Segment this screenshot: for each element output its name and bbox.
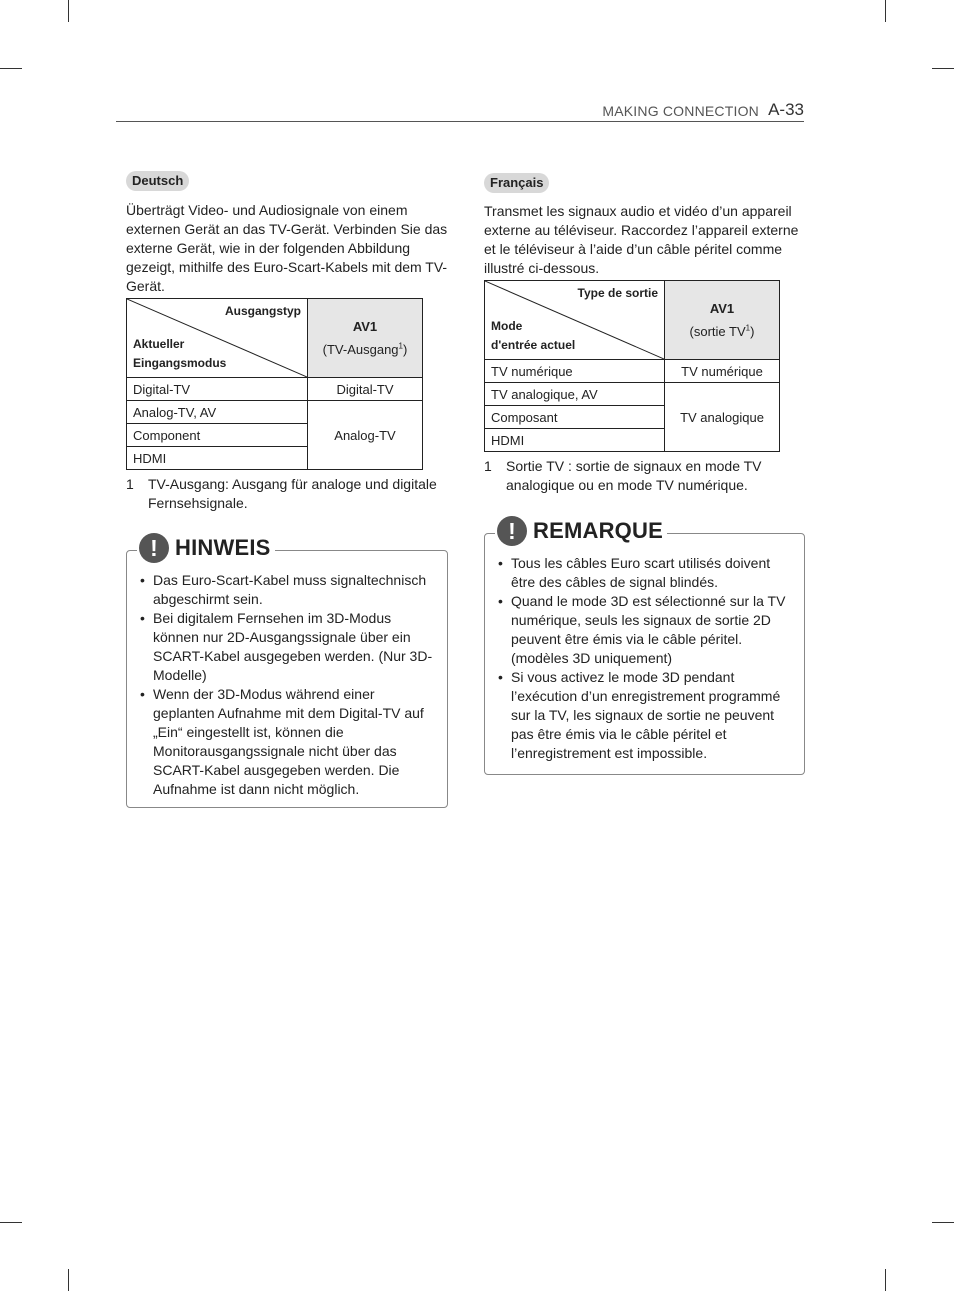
connection-table-de bbox=[126, 298, 423, 470]
crop-mark bbox=[885, 1269, 886, 1291]
page-number: A-33 bbox=[768, 100, 804, 119]
footnote-text: Sortie TV : sortie de signaux en mode TV analogique ou en mode TV numérique. bbox=[506, 458, 762, 493]
note-list bbox=[498, 554, 794, 763]
output-cell: TV numérique bbox=[665, 360, 780, 383]
footnote-text: TV-Ausgang: Ausgang für analoge und digitale Fernsehsignale. bbox=[148, 476, 437, 511]
crop-mark bbox=[68, 0, 69, 22]
footnote-number: 1 bbox=[126, 476, 134, 492]
av1-sub: (TV-Ausgang$^1$) bbox=[322, 341, 408, 357]
intro-paragraph-de: Überträgt Video- und Audiosignale von einem externen Gerät an das TV-Gerät. Verbinden Sie das externe Gerät, wie in der folgenden Abbildung gezeigt, mithilfe des Euro-Scart-Kabels mit dem TV-Gerät. bbox=[126, 202, 448, 294]
language-badge-de: Deutsch bbox=[126, 171, 189, 191]
av1-header bbox=[665, 281, 780, 360]
list-item: • Si vous activez le mode 3D pendant l’exécution d’un enregistrement programmé sur la TV, les signaux de sortie ne peuvent pas être émis via le câble péritel et l’enregistrement est impossible. bbox=[498, 668, 794, 763]
crop-mark bbox=[932, 68, 954, 69]
input-cell: HDMI bbox=[485, 429, 665, 452]
input-cell: HDMI bbox=[127, 447, 308, 470]
note-title: HINWEIS bbox=[175, 535, 271, 560]
intro-paragraph-fr: Transmet les signaux audio et vidéo d’un appareil externe au téléviseur. Raccordez l’appareil externe et le téléviseur à l’aide d’un câble péritel comme illustré ci-dessous. bbox=[484, 203, 799, 276]
list-item: • Wenn der 3D-Modus während einer geplanten Aufnahme mit dem Digital-TV auf „Ein“ eingestellt ist, können die Monitorausgangssignale nicht über das SCART-Kabel ausgegeben werden. Die Aufnahme ist dann nicht möglich. bbox=[140, 685, 437, 799]
section-title: MAKING CONNECTION bbox=[602, 103, 759, 119]
note-header bbox=[137, 533, 275, 563]
input-mode-label: Aktueller Eingangsmodus bbox=[133, 337, 227, 370]
input-cell: TV analogique, AV bbox=[485, 383, 665, 406]
french-column bbox=[484, 173, 806, 495]
output-type-label: Type de sortie bbox=[577, 286, 658, 300]
page-header bbox=[116, 99, 804, 122]
table-row bbox=[485, 383, 780, 406]
av1-header bbox=[308, 299, 423, 378]
list-item: • Quand le mode 3D est sélectionné sur la TV numérique, seuls les signaux de sortie 2D peuvent être émis via le câble péritel. (modèles 3D uniquement) bbox=[498, 592, 794, 668]
av1-label: AV1 bbox=[352, 319, 378, 335]
note-box-fr bbox=[484, 517, 805, 775]
output-type-label: Ausgangstyp bbox=[224, 304, 301, 318]
output-cell: Digital-TV bbox=[308, 378, 423, 401]
av1-sub: (sortie $TV^1$) bbox=[689, 323, 755, 339]
output-cell: Analog-TV bbox=[308, 401, 423, 470]
table-row bbox=[127, 401, 423, 424]
warning-icon: ! bbox=[139, 533, 169, 563]
footnote-de bbox=[126, 475, 448, 513]
table-row bbox=[485, 360, 780, 383]
crop-mark bbox=[0, 68, 22, 69]
footnote-number: 1 bbox=[484, 458, 492, 474]
note-box-de bbox=[126, 534, 448, 808]
warning-icon: ! bbox=[497, 516, 527, 546]
list-item: • Tous les câbles Euro scart utilisés doivent être des câbles de signal blindés. bbox=[498, 554, 794, 592]
list-item: • Bei digitalem Fernsehen im 3D-Modus können nur 2D-Ausgangssignale über ein SCART-Kabel ausgegeben werden. (Nur 3D-Modelle) bbox=[140, 609, 437, 685]
list-item: • Das Euro-Scart-Kabel muss signaltechnisch abgeschirmt sein. bbox=[140, 571, 437, 609]
table-header-diagonal bbox=[485, 281, 665, 360]
input-cell: Analog-TV, AV bbox=[127, 401, 308, 424]
note-list bbox=[140, 571, 437, 799]
connection-table-fr bbox=[484, 280, 780, 452]
crop-mark bbox=[0, 1222, 22, 1223]
output-cell: TV analogique bbox=[665, 383, 780, 452]
table-row bbox=[127, 378, 423, 401]
input-cell: Digital-TV bbox=[127, 378, 308, 401]
crop-mark bbox=[885, 0, 886, 22]
input-cell: TV numérique bbox=[485, 360, 665, 383]
note-header bbox=[495, 516, 667, 546]
footnote-fr bbox=[484, 457, 806, 495]
table-header-diagonal bbox=[127, 299, 308, 378]
language-badge-fr: Français bbox=[484, 173, 549, 193]
crop-mark bbox=[932, 1222, 954, 1223]
input-cell: Component bbox=[127, 424, 308, 447]
crop-mark bbox=[68, 1269, 69, 1291]
input-cell: Composant bbox=[485, 406, 665, 429]
german-column bbox=[126, 171, 448, 513]
input-mode-label: Mode d'entrée actuel bbox=[491, 319, 576, 352]
av1-label: AV1 bbox=[709, 301, 735, 317]
note-title: REMARQUE bbox=[533, 518, 663, 543]
